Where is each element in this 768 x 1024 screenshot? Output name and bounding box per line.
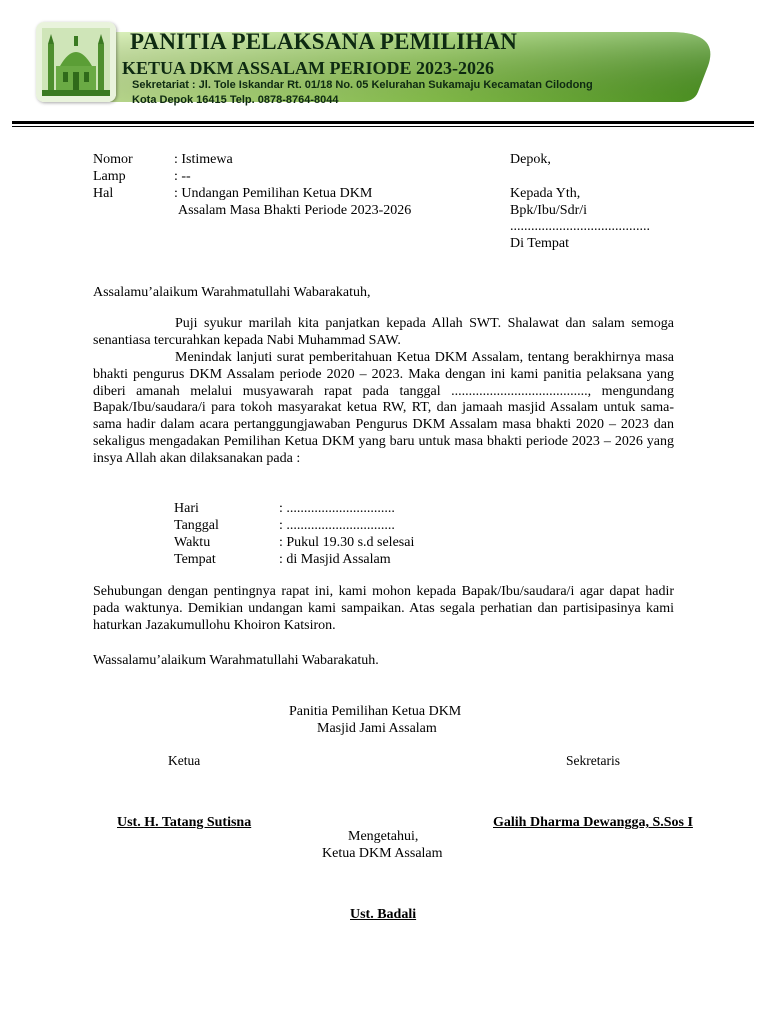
place-date: Depok, [510,152,551,167]
paragraph-2: Menindak lanjuti surat pemberitahuan Ketua DKM Assalam, tentang berakhirnya masa bhakti pengurus DKM Assalam periode 2020 – 2023. Maka dengan ini kami panitia pelaksana yang diberi amanah melalui musyawarah rapat pada tanggal ......................................., mengundang Bapak/Ibu/saudara/i para tokoh masyarakat ketua RW, RT, dan jamaah masjid Assalam untuk sama-sama hadir dalam acara pertanggungjawaban Pengurus DKM Assalam masa bhakti 2020 – 2023 dan sekaligus mengadakan Pemilihan Ketua DKM yang baru untuk masa bhakti periode 2023 – 2026 yang insya Allah akan dilaksanakan pada : [93,350,674,466]
schedule-label-waktu: Waktu [174,535,211,550]
letterhead-divider-thin [12,126,754,127]
nomor-value: : Istimewa [174,152,233,167]
paragraph-3: Sehubungan dengan pentingnya rapat ini, kami mohon kepada Bapak/Ibu/saudara/i agar dapat hadir pada waktunya. Demikian undangan kami sampaikan. Atas segala perhatian dan partisipasinya kami haturkan Jazakumullohu Khoiron Katsiron. [93,584,674,633]
committee-line2: Masjid Jami Assalam [317,721,437,736]
letterhead-address-line1: Sekretariat : Jl. Tole Iskandar Rt. 01/18 No. 05 Kelurahan Sukamaju Kecamatan Cilodong [132,79,593,91]
schedule-label-tempat: Tempat [174,552,216,567]
recipient-location: Di Tempat [510,236,570,251]
letterhead [30,18,720,108]
mosque-logo-icon [36,22,116,102]
recipient-salutation: Bpk/Ibu/Sdr/i [510,203,588,218]
schedule-label-hari: Hari [174,501,199,516]
schedule-value-tempat: : di Masjid Assalam [279,552,391,567]
letterhead-subtitle: KETUA DKM ASSALAM PERIODE 2023-2026 [122,58,495,78]
acknowledge-line2: Ketua DKM Assalam [322,846,443,861]
hal-value-line1: : Undangan Pemilihan Ketua DKM [174,186,373,201]
letterhead-divider [12,121,754,124]
name-ketua-dkm: Ust. Badali [350,907,417,922]
role-ketua: Ketua [168,753,201,768]
lamp-value: : -- [174,169,191,184]
greeting: Assalamu’alaikum Warahmatullahi Wabarakatuh, [93,285,371,300]
hal-label: Hal [93,186,114,201]
closing: Wassalamu’alaikum Warahmatullahi Wabarakatuh. [93,653,379,668]
letterhead-address-line2: Kota Depok 16415 Telp. 0878-8764-8044 [132,94,339,106]
recipient-dots: ........................................ [510,219,650,234]
recipient-to: Kepada Yth, [510,186,581,201]
name-sekretaris: Galih Dharma Dewangga, S.Sos I [493,815,693,830]
committee-line1: Panitia Pemilihan Ketua DKM [289,704,462,719]
schedule-value-waktu: : Pukul 19.30 s.d selesai [279,535,415,550]
nomor-label: Nomor [93,152,133,167]
role-sekretaris: Sekretaris [566,753,620,768]
acknowledge-line1: Mengetahui, [348,829,419,844]
schedule-value-hari: : ............................... [279,501,395,516]
schedule-value-tanggal: : ............................... [279,518,395,533]
name-ketua: Ust. H. Tatang Sutisna [117,815,252,830]
lamp-label: Lamp [93,169,126,184]
letterhead-title: PANITIA PELAKSANA PEMILIHAN [130,29,518,54]
hal-value-line2: Assalam Masa Bhakti Periode 2023-2026 [178,203,412,218]
schedule-label-tanggal: Tanggal [174,518,219,533]
paragraph-1: Puji syukur marilah kita panjatkan kepada Allah SWT. Shalawat dan salam semoga senantiasa tercurahkan kepada Nabi Muhammad SAW. [93,316,674,348]
